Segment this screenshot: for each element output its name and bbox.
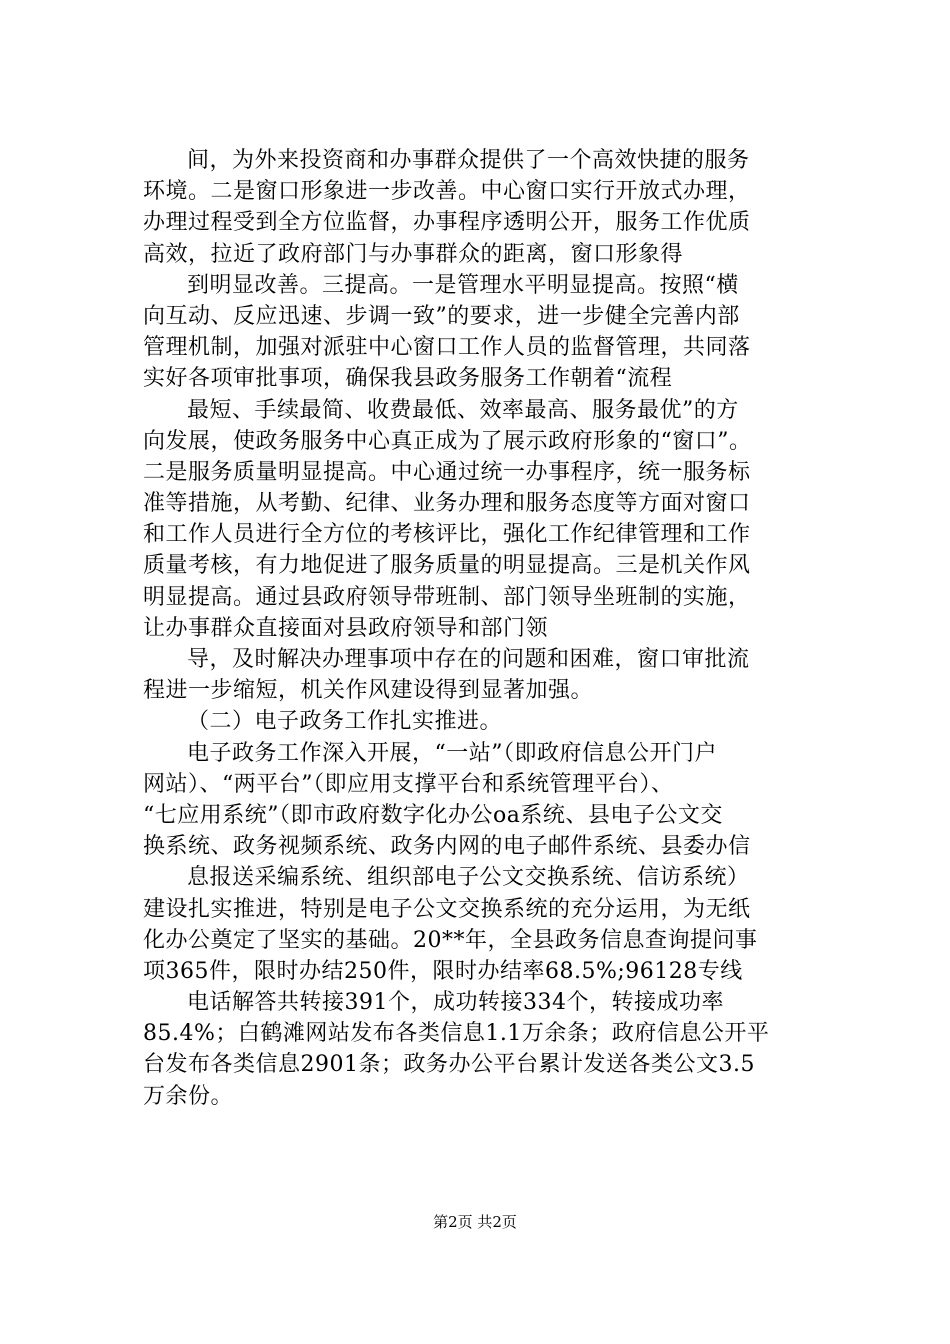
text-line: 向发展，使政务服务中心真正成为了展示政府形象的“窗口”。 — [143, 428, 752, 454]
text-line: 电话解答共转接391个，成功转接334个，转接成功率 — [187, 990, 724, 1016]
text-line: 让办事群众直接面对县政府领导和部门领 — [143, 615, 549, 641]
text-line: 化办公奠定了坚实的基础。20**年，全县政务信息查询提问事 — [143, 927, 758, 953]
text-line: 万余份。 — [143, 1083, 234, 1109]
text-line: 建设扎实推进，特别是电子公文交换系统的充分运用，为无纸 — [143, 896, 751, 922]
text-line: 导，及时解决办理事项中存在的问题和困难，窗口审批流 — [187, 647, 750, 672]
text-line: 高效，拉近了政府部门与办事群众的距离，窗口形象得 — [143, 241, 684, 267]
text-line: 环境。二是窗口形象进一步改善。中心窗口实行开放式办理， — [143, 179, 751, 205]
text-line: 电子政务工作深入开展，“一站”（即政府信息公开门户 — [187, 740, 717, 766]
text-line: 85.4%；白鹤滩网站发布各类信息1.1万余条；政府信息公开平 — [143, 1021, 770, 1047]
document-body — [143, 145, 843, 1112]
text-line: 明显提高。通过县政府领导带班制、部门领导坐班制的实施， — [143, 584, 751, 610]
text-line: 最短、手续最简、收费最低、效率最高、服务最优”的方 — [187, 397, 739, 423]
text-line: 到明显改善。三提高。一是管理水平明显提高。按照“横 — [187, 272, 739, 298]
page-footer: 第2页 共2页 — [433, 1213, 517, 1231]
text-line: 向互动、反应迅速、步调一致”的要求，进一步健全完善内部 — [143, 303, 740, 329]
text-line: 实好各项审批事项，确保我县政务服务工作朝着“流程 — [143, 366, 673, 392]
text-line: 程进一步缩短，机关作风建设得到显著加强。 — [143, 678, 594, 704]
text-line: 换系统、政务视频系统、政务内网的电子邮件系统、县委办信 — [143, 834, 751, 860]
text-line: 网站）、“两平台”（即应用支撑平台和系统管理平台）、 — [143, 771, 674, 797]
text-line: 办理过程受到全方位监督，办事程序透明公开，服务工作优质 — [143, 210, 751, 236]
text-line: 质量考核，有力地促进了服务质量的明显提高。三是机关作风 — [143, 553, 751, 579]
text-line: 项365件，限时办结250件，限时办结率68.5%;96128专线 — [143, 958, 743, 984]
text-line: （二）电子政务工作扎实推进。 — [187, 709, 503, 735]
text-line: 和工作人员进行全方位的考核评比，强化工作纪律管理和工作 — [143, 522, 751, 548]
text-line: “七应用系统”（即市政府数字化办公oa系统、县电子公文交 — [143, 802, 723, 828]
text-line: 二是服务质量明显提高。中心通过统一办事程序，统一服务标 — [143, 459, 751, 485]
text-line: 息报送采编系统、组织部电子公文交换系统、信访系统） — [187, 865, 750, 891]
text-line: 管理机制，加强对派驻中心窗口工作人员的监督管理，共同落 — [143, 335, 751, 361]
text-line: 台发布各类信息2901条；政务办公平台累计发送各类公文3.5 — [143, 1052, 755, 1078]
text-line: 间，为外来投资商和办事群众提供了一个高效快捷的服务 — [187, 148, 750, 173]
text-line: 准等措施，从考勤、纪律、业务办理和服务态度等方面对窗口 — [143, 491, 751, 517]
